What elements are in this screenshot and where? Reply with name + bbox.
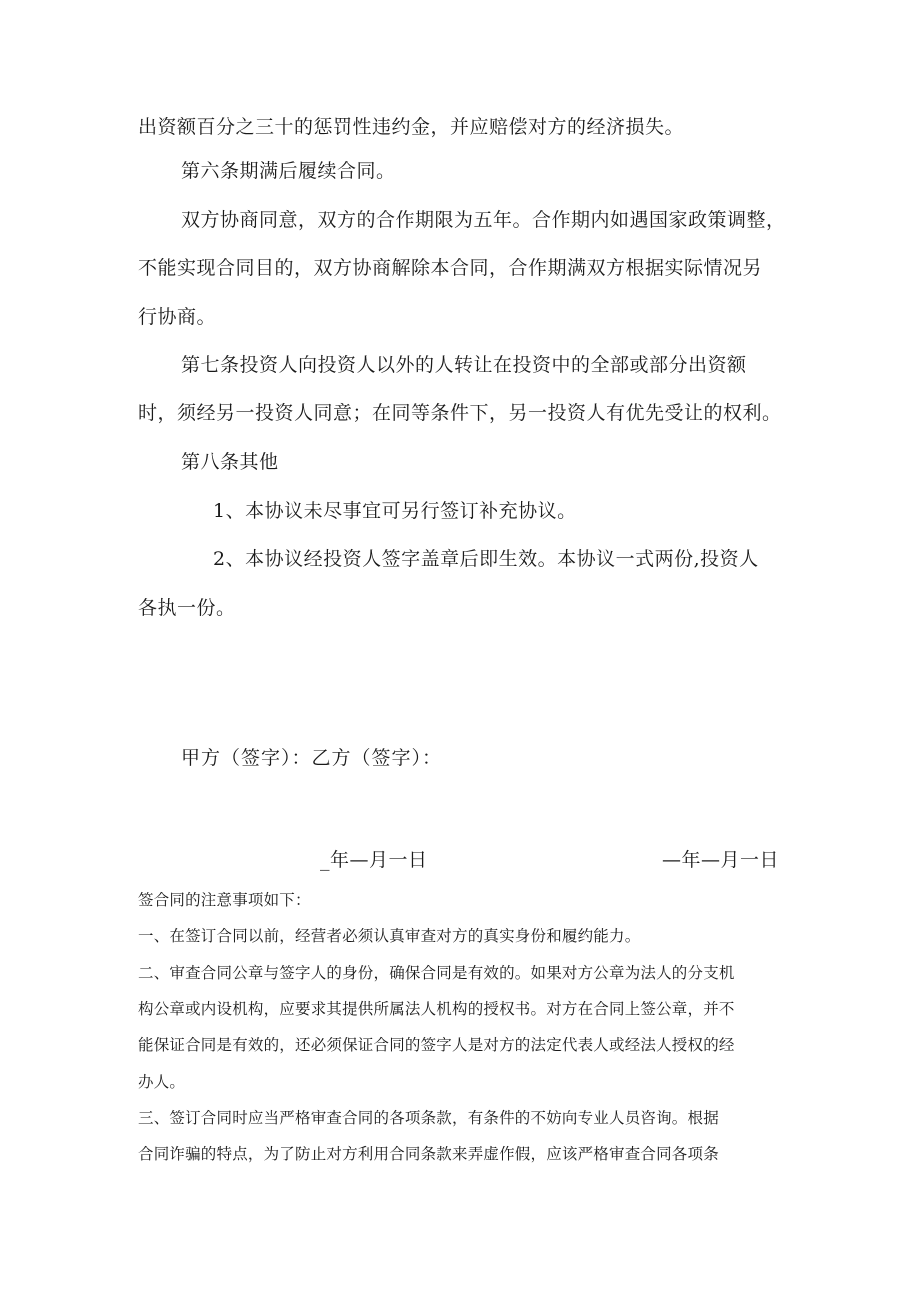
- article-8-item-2-line-2: 各执一份。: [138, 597, 236, 619]
- note-3-line-1: 三、签订合同时应当严格审查合同的各项条款，有条件的不妨向专业人员咨询。根据: [138, 1109, 719, 1127]
- note-3-line-2: 合同诈骗的特点，为了防止对方利用合同条款来弄虚作假，应该严格审查合同各项条: [138, 1145, 719, 1163]
- article-8-item-1: 1、本协议未尽事宜可另行签订补充协议。: [213, 500, 577, 522]
- notes-heading: 签合同的注意事项如下：: [138, 891, 311, 909]
- note-1: 一、在签订合同以前，经营者必须认真审查对方的真实身份和履约能力。: [138, 927, 641, 945]
- article-6-title: 第六条期满后履续合同。: [181, 160, 396, 182]
- note-2-line-3: 能保证合同是有效的，还必须保证合同的签字人是对方的法定代表人或经法人授权的经: [138, 1036, 735, 1054]
- article-6-line-3: 行协商。: [138, 306, 217, 328]
- note-2-line-4: 办人。: [138, 1073, 186, 1091]
- paragraph-line: 出资额百分之三十的惩罚性违约金，并应赔偿对方的经济损失。: [138, 116, 685, 138]
- article-8-item-2-line-1: 2、本协议经投资人签字盖章后即生效。本协议一式两份,投资人: [213, 548, 759, 570]
- signature-parties: 甲方（签字）：乙方（签字）：: [181, 747, 443, 769]
- article-6-line-1: 双方协商同意，双方的合作期限为五年。合作期内如遇国家政策调整，: [181, 209, 786, 231]
- article-7-line-1: 第七条投资人向投资人以外的人转让在投资中的全部或部分出资额: [181, 354, 747, 376]
- article-6-line-2: 不能实现合同目的，双方协商解除本合同，合作期满双方根据实际情况另: [138, 257, 763, 279]
- article-8-title: 第八条其他: [181, 451, 279, 473]
- article-7-line-2: 时，须经另一投资人同意；在同等条件下，另一投资人有优先受让的权利。: [138, 402, 782, 424]
- note-2-line-2: 构公章或内设机构，应要求其提供所属法人机构的授权书。对方在合同上签公章，并不: [138, 1000, 735, 1018]
- signature-date-party-a: _年—月一日: [320, 849, 428, 871]
- signature-date-party-b: —年—月一日: [662, 849, 780, 871]
- note-2-line-1: 二、审查合同公章与签字人的身份，确保合同是有效的。如果对方公章为法人的分支机: [138, 964, 735, 982]
